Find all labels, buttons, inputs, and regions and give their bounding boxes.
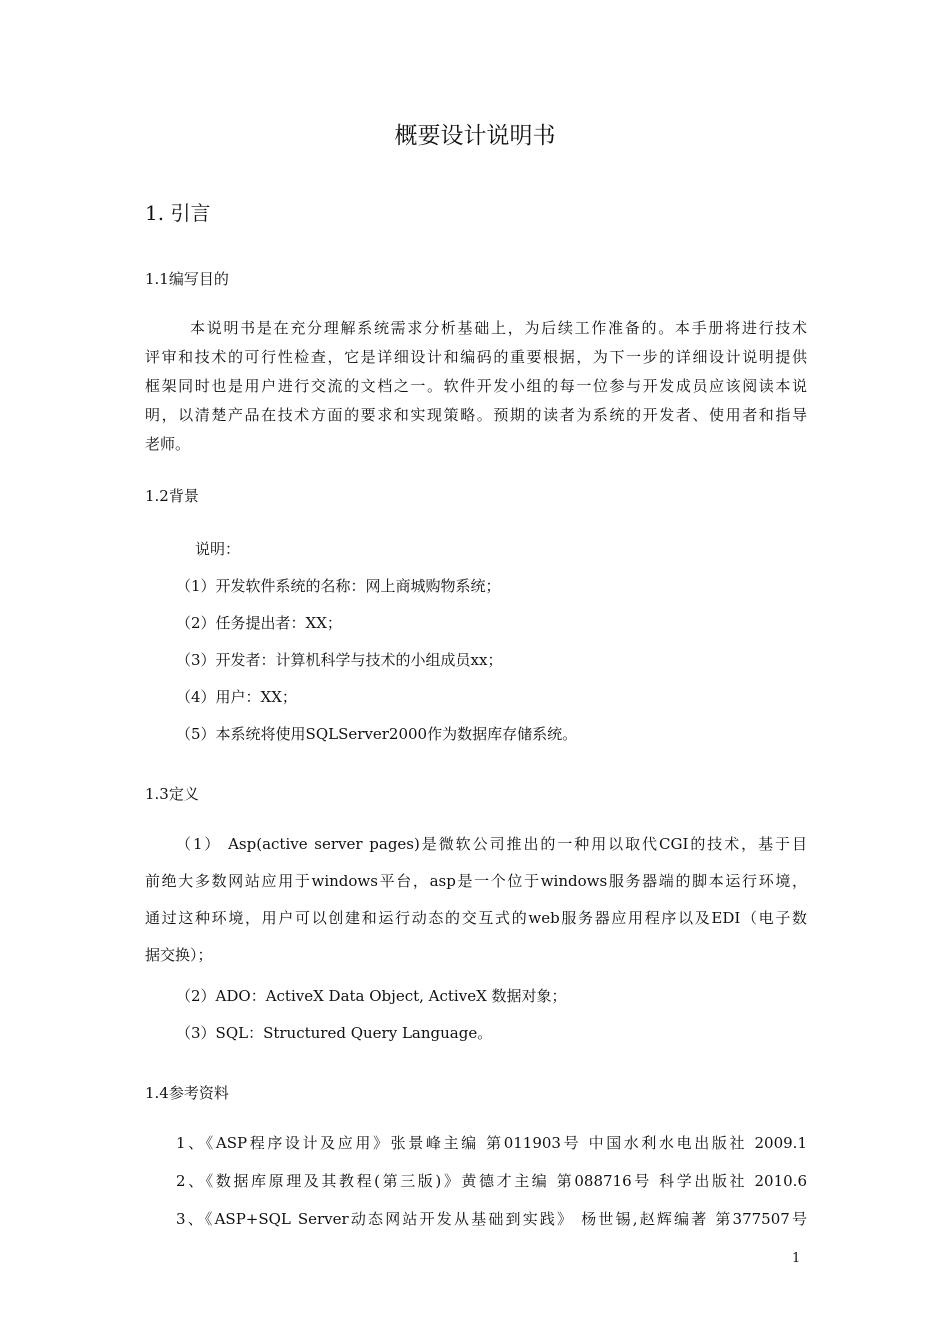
paragraph-line: 明，以清楚产品在技术方面的要求和实现策略。预期的读者为系统的开发者、使用者和指导 (145, 406, 807, 424)
reference-item: 3、《ASP+SQL Server动态网站开发从基础到实践》 杨世锡,赵辉编著 第377507号 (176, 1210, 807, 1228)
background-item: （5）本系统将使用SQLServer2000作为数据库存储系统。 (176, 725, 578, 743)
paragraph-line: （1） Asp(active server pages)是微软公司推出的一种用以取代CGI的技术，基于目 (176, 835, 807, 853)
background-intro: 说明： (195, 540, 241, 558)
background-item: （1）开发软件系统的名称：网上商城购物系统； (176, 577, 501, 595)
section-1-4-heading: 1.4参考资料 (145, 1084, 229, 1102)
paragraph-line: 本说明书是在充分理解系统需求分析基础上，为后续工作准备的。本手册将进行技术 (190, 319, 807, 337)
page-number: 1 (792, 1251, 801, 1266)
paragraph-line: 老师。 (145, 435, 191, 453)
paragraph-line: 框架同时也是用户进行交流的文档之一。软件开发小组的每一位参与开发成员应该阅读本说 (145, 377, 807, 395)
section-1-3-heading: 1.3定义 (145, 785, 199, 803)
reference-item: 1、《ASP程序设计及应用》张景峰主编 第011903号 中国水利水电出版社 2009.1 (176, 1134, 807, 1152)
definition-item: （3）SQL：Structured Query Language。 (176, 1024, 493, 1042)
background-item: （3）开发者：计算机科学与技术的小组成员xx； (176, 651, 503, 669)
paragraph-line: 通过这种环境，用户可以创建和运行动态的交互式的web服务器应用程序以及EDI（电子数 (145, 909, 807, 927)
definition-paragraph (145, 826, 807, 974)
background-item: （2）任务提出者：XX； (176, 614, 342, 632)
paragraph-line: 评审和技术的可行性检查，它是详细设计和编码的重要根据，为下一步的详细设计说明提供 (145, 348, 807, 366)
definition-item: （2）ADO：ActiveX Data Object, ActiveX 数据对象； (176, 987, 567, 1005)
section-1-1-heading: 1.1编写目的 (145, 270, 229, 288)
reference-item: 2、《数据库原理及其教程(第三版)》黄德才主编 第088716号 科学出版社 2010.6 (176, 1172, 807, 1190)
purpose-paragraph (145, 314, 807, 459)
background-item: （4）用户：XX； (176, 688, 297, 706)
section-1-2-heading: 1.2背景 (145, 487, 199, 505)
paragraph-line: 据交换）； (145, 946, 213, 964)
document-title: 概要设计说明书 (394, 123, 556, 149)
section-1-heading: 1. 引言 (145, 201, 211, 225)
paragraph-line: 前绝大多数网站应用于windows平台，asp是一个位于windows服务器端的脚本运行环境， (145, 872, 807, 890)
